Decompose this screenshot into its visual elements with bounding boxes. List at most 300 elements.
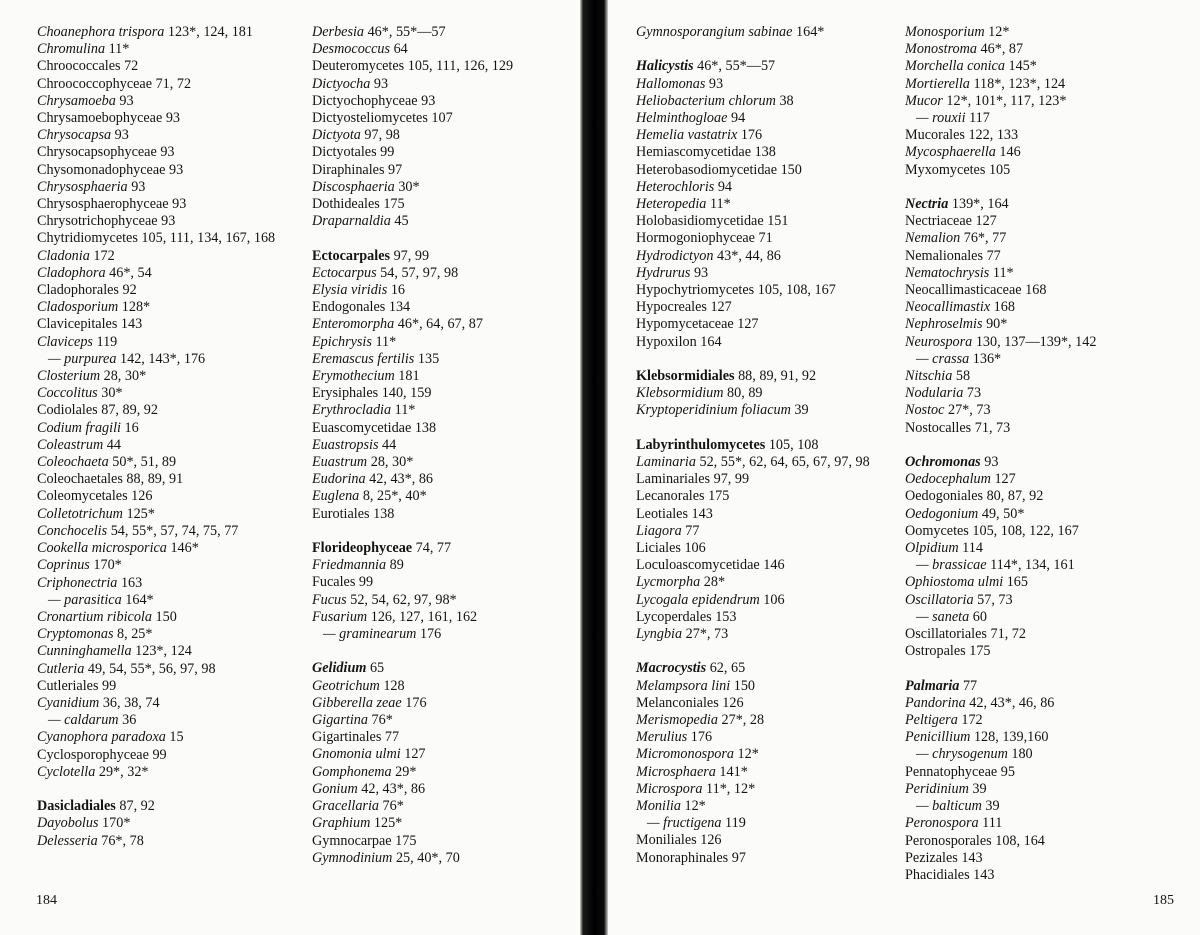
index-entry: [37, 162, 299, 179]
index-entry: [312, 41, 574, 58]
index-entry: [636, 557, 906, 574]
entry-pages: 138: [751, 144, 776, 161]
entry-pages: 38: [775, 92, 794, 109]
index-entry: [905, 523, 1195, 540]
index-entry: [905, 351, 1195, 368]
entry-pages: 16: [387, 282, 406, 299]
entry-pages: 93: [111, 127, 129, 144]
index-entry: [37, 695, 299, 712]
entry-term: Coccolitus: [37, 385, 98, 402]
entry-pages: 93: [705, 75, 724, 92]
entry-pages: 176: [737, 127, 763, 144]
entry-pages: 164*: [792, 24, 825, 40]
index-entry: [636, 764, 906, 781]
entry-term: Liciales: [636, 540, 681, 557]
entry-pages: 136*: [969, 350, 1002, 367]
entry-term: Gigartina: [312, 712, 368, 729]
entry-term: Chysomonadophyceae: [37, 161, 166, 178]
index-entry: [905, 93, 1195, 110]
entry-pages: 180: [1007, 746, 1033, 763]
index-entry: [312, 316, 574, 333]
entry-pages: 39: [790, 402, 809, 419]
entry-term: Cladosporium: [37, 299, 119, 316]
index-entry: [312, 144, 574, 161]
entry-term: Oomycetes: [905, 522, 969, 539]
entry-term: Monilia: [636, 798, 681, 815]
entry-pages: 176: [687, 729, 713, 746]
entry-term: Moniliales: [636, 832, 697, 849]
entry-term: Cutleriales: [37, 677, 99, 694]
entry-pages: 130, 137—139*, 142: [972, 333, 1097, 350]
index-entry: [905, 58, 1195, 75]
entry-pages: 93: [162, 110, 181, 127]
entry-pages: 80, 89: [723, 385, 763, 402]
entry-pages: 127: [733, 316, 759, 333]
entry-term: Cladophorales: [37, 282, 119, 299]
entry-pages: 106: [759, 591, 785, 608]
index-entry: [37, 127, 299, 144]
entry-pages: 12*, 101*, 117, 123*: [942, 92, 1067, 109]
index-entry: [37, 678, 299, 695]
entry-pages: 71, 72: [986, 626, 1026, 643]
entry-pages: 170*: [89, 557, 122, 574]
right-page: [608, 0, 1200, 935]
index-entry: [905, 402, 1195, 419]
index-entry: [905, 299, 1195, 316]
entry-pages: 138: [411, 419, 437, 436]
index-entry: [37, 385, 299, 402]
index-entry: [905, 867, 1195, 884]
entry-term: Peltigera: [905, 712, 958, 729]
index-entry: [905, 506, 1195, 523]
index-entry: [312, 58, 574, 75]
entry-term: Epichrysis: [312, 333, 372, 350]
entry-pages: 92: [118, 282, 137, 299]
index-entry: [312, 540, 574, 557]
entry-term: Nodularia: [905, 385, 964, 402]
entry-pages: 71, 73: [971, 419, 1011, 436]
entry-pages: 139*, 164: [948, 196, 1009, 213]
entry-term: Liagora: [636, 522, 682, 539]
entry-term: Coprinus: [37, 557, 90, 574]
entry-term: Graphium: [312, 815, 371, 832]
entry-pages: 46*, 54: [105, 264, 152, 281]
index-entry: [37, 540, 299, 557]
letter-gap: [37, 781, 299, 798]
entry-pages: 42, 43*, 86: [357, 780, 426, 797]
entry-pages: 77: [681, 522, 700, 539]
index-entry: [37, 506, 299, 523]
index-entry: [37, 747, 299, 764]
entry-pages: 123*, 124: [131, 643, 192, 660]
entry-term: Pezizales: [905, 849, 958, 866]
entry-pages: 60: [969, 608, 987, 625]
entry-pages: 46*, 55*—57: [364, 24, 446, 40]
index-entry: [37, 833, 299, 850]
index-entry: [905, 712, 1195, 729]
entry-pages: 11*: [105, 41, 130, 58]
index-entry: [905, 282, 1195, 299]
entry-pages: 150: [151, 608, 177, 625]
entry-pages: 77: [959, 677, 978, 694]
index-entry: [636, 712, 906, 729]
entry-term: Loculoascomycetidae: [636, 557, 760, 574]
index-entry: [905, 833, 1195, 850]
entry-term: Cutleria: [37, 660, 85, 677]
entry-term: Peridinium: [905, 780, 969, 797]
entry-pages: 126: [127, 488, 153, 505]
entry-term: Enteromorpha: [312, 316, 395, 333]
entry-term: Gelidium: [312, 660, 367, 677]
entry-pages: 42, 43*, 46, 86: [965, 694, 1055, 711]
entry-term: Cyclotella: [37, 763, 96, 780]
index-entry: [905, 592, 1195, 609]
entry-pages: 150: [730, 677, 756, 694]
index-entry: [312, 833, 574, 850]
entry-term: Heterobasodiomycetidae: [636, 161, 778, 178]
entry-pages: 175: [379, 196, 405, 213]
entry-term: Gnomonia ulmi: [312, 746, 401, 763]
entry-term: Leotiales: [636, 505, 688, 522]
entry-pages: 27*, 73: [944, 402, 991, 419]
entry-term: Pandorina: [905, 694, 966, 711]
entry-term: — caldarum: [48, 712, 119, 729]
entry-term: Morchella conica: [905, 58, 1005, 75]
letter-gap: [636, 420, 906, 437]
entry-term: Merulius: [636, 729, 688, 746]
index-entry: [37, 575, 299, 592]
index-entry: [636, 815, 906, 832]
entry-pages: 127: [971, 213, 997, 230]
entry-term: Endogonales: [312, 299, 386, 316]
entry-pages: 76*, 77: [960, 230, 1007, 247]
entry-term: Chrysamoebophyceae: [37, 110, 163, 127]
index-entry: [312, 815, 574, 832]
entry-term: Ophiostoma ulmi: [905, 574, 1004, 591]
index-entry: [905, 230, 1195, 247]
entry-term: Hypoxilon: [636, 333, 697, 350]
entry-pages: 93: [127, 178, 146, 195]
entry-term: Coleochaetales: [37, 471, 123, 488]
entry-term: Geotrichum: [312, 677, 380, 694]
entry-pages: 72: [120, 58, 139, 75]
index-entry: [312, 127, 574, 144]
entry-pages: 87, 92: [115, 798, 155, 815]
index-entry: [636, 437, 906, 454]
page-number-right: 185: [1153, 893, 1174, 908]
entry-pages: 93: [980, 454, 999, 471]
entry-pages: 105, 111, 134, 167, 168: [137, 230, 276, 247]
entry-pages: 12*: [984, 24, 1010, 40]
entry-term: Erysiphales: [312, 385, 379, 402]
entry-pages: 142, 143*, 176: [116, 350, 206, 367]
entry-pages: 175: [391, 832, 417, 849]
entry-term: — crassa: [916, 350, 970, 367]
index-entry: [636, 850, 906, 867]
entry-term: Chrysocapsophyceae: [37, 144, 157, 161]
entry-pages: 11*: [706, 196, 731, 213]
entry-pages: 39: [968, 780, 987, 797]
index-entry: [636, 368, 906, 385]
entry-term: Coleastrum: [37, 436, 104, 453]
entry-term: Claviceps: [37, 333, 93, 350]
entry-pages: 58: [952, 368, 971, 385]
entry-term: Dictyocha: [312, 75, 371, 92]
entry-term: Ectocarpales: [312, 247, 391, 264]
index-entry: [312, 557, 574, 574]
entry-term: Chrysamoeba: [37, 92, 116, 109]
index-entry: [636, 471, 906, 488]
index-entry: [905, 265, 1195, 282]
index-entry: [312, 781, 574, 798]
entry-pages: 97, 99: [390, 247, 430, 264]
index-entry: [636, 127, 906, 144]
index-entry: [312, 850, 574, 867]
entry-pages: 65: [366, 660, 385, 677]
entry-pages: 30*: [394, 178, 420, 195]
index-entry: [636, 781, 906, 798]
letter-gap: [312, 523, 574, 540]
index-entry: [636, 230, 906, 247]
entry-term: Kryptoperidinium foliacum: [636, 402, 791, 419]
entry-pages: 76*: [367, 712, 393, 729]
entry-pages: 105, 111, 126, 129: [404, 58, 514, 75]
index-entry: [312, 402, 574, 419]
entry-term: Nemalion: [905, 230, 961, 247]
entry-term: Hemiascomycetidae: [636, 144, 752, 161]
entry-pages: 54, 55*, 57, 74, 75, 77: [107, 522, 239, 539]
index-entry: [636, 24, 906, 41]
entry-pages: 138: [369, 505, 395, 522]
entry-term: Labyrinthulomycetes: [636, 436, 766, 453]
entry-term: Euastropsis: [312, 436, 379, 453]
entry-pages: 143: [969, 866, 995, 883]
index-column-3: [636, 24, 906, 867]
index-entry: [905, 24, 1195, 41]
entry-pages: 111: [978, 815, 1003, 832]
entry-term: Dictyochophyceae: [312, 92, 418, 109]
index-entry: [37, 41, 299, 58]
index-entry: [905, 850, 1195, 867]
index-entry: [905, 385, 1195, 402]
entry-term: Oedocephalum: [905, 471, 991, 488]
entry-pages: 93: [157, 213, 176, 230]
index-entry: [312, 196, 574, 213]
entry-term: Neocallimastix: [905, 299, 991, 316]
entry-pages: 94: [727, 110, 746, 126]
entry-term: Monoraphinales: [636, 849, 729, 866]
entry-term: — chrysogenum: [916, 746, 1008, 763]
entry-pages: 117: [965, 110, 990, 127]
entry-pages: 145*: [1004, 58, 1037, 75]
index-entry: [636, 746, 906, 763]
entry-pages: 49, 54, 55*, 56, 97, 98: [84, 660, 216, 677]
entry-pages: 93: [115, 92, 134, 109]
entry-term: Dothideales: [312, 196, 380, 213]
entry-term: Cookella microsporica: [37, 540, 167, 557]
entry-term: Gonium: [312, 780, 358, 797]
index-entry: [905, 746, 1195, 763]
entry-pages: 150: [777, 161, 802, 178]
entry-term: Nectria: [905, 196, 949, 213]
index-entry: [905, 368, 1195, 385]
entry-pages: 89: [386, 557, 404, 574]
entry-pages: 151: [763, 213, 789, 230]
entry-term: Heteropedia: [636, 196, 707, 213]
index-entry: [905, 678, 1195, 695]
index-entry: [636, 265, 906, 282]
entry-term: Neurospora: [905, 333, 973, 350]
index-entry: [905, 626, 1195, 643]
index-entry: [37, 815, 299, 832]
index-entry: [37, 351, 299, 368]
index-entry: [905, 162, 1195, 179]
index-entry: [37, 712, 299, 729]
index-entry: [37, 661, 299, 678]
entry-pages: 170*: [98, 815, 131, 832]
index-entry: [636, 695, 906, 712]
entry-pages: 141*: [715, 763, 748, 780]
entry-term: Holobasidiomycetidae: [636, 213, 764, 230]
index-column-4: [905, 24, 1195, 884]
index-entry: [37, 110, 299, 127]
index-entry: [312, 334, 574, 351]
entry-term: Gibberella zeae: [312, 694, 402, 711]
entry-pages: 106: [680, 540, 706, 557]
entry-term: Diraphinales: [312, 161, 385, 178]
index-entry: [905, 454, 1195, 471]
entry-term: Eurotiales: [312, 505, 370, 522]
entry-term: Neocallimasticaceae: [905, 282, 1022, 299]
entry-pages: 135: [414, 350, 440, 367]
entry-pages: 128: [379, 677, 405, 694]
entry-term: Hypocreales: [636, 299, 707, 316]
index-entry: [37, 265, 299, 282]
index-entry: [905, 781, 1195, 798]
entry-term: Hormogoniophyceae: [636, 230, 755, 247]
entry-pages: 95: [997, 763, 1015, 780]
entry-term: Chroococcales: [37, 58, 121, 75]
entry-pages: 39: [981, 798, 1000, 815]
entry-term: Hypochytriomycetes: [636, 282, 755, 299]
index-entry: [905, 695, 1195, 712]
entry-pages: 125*: [122, 505, 155, 522]
index-entry: [312, 471, 574, 488]
entry-term: Dayobolus: [37, 815, 99, 832]
entry-pages: 45: [390, 213, 409, 230]
entry-pages: 105: [985, 161, 1011, 178]
entry-pages: 119: [92, 333, 118, 350]
index-entry: [636, 248, 906, 265]
index-entry: [312, 764, 574, 781]
index-entry: [37, 196, 299, 213]
index-entry: [37, 144, 299, 161]
entry-term: Ochromonas: [905, 454, 981, 471]
entry-term: Deuteromycetes: [312, 58, 405, 75]
entry-pages: 105, 108, 122, 167: [968, 522, 1079, 539]
index-entry: [37, 609, 299, 626]
entry-pages: 50*, 51, 89: [108, 454, 177, 471]
entry-term: Florideophyceae: [312, 540, 413, 557]
entry-term: Hydrodictyon: [636, 247, 714, 264]
index-entry: [636, 299, 906, 316]
entry-term: Microspora: [636, 780, 703, 797]
index-entry: [636, 162, 906, 179]
letter-gap: [905, 437, 1195, 454]
entry-pages: 140, 159: [378, 385, 432, 402]
entry-term: Chromulina: [37, 41, 106, 58]
index-entry: [37, 437, 299, 454]
entry-term: — fructigena: [647, 815, 722, 832]
index-entry: [905, 76, 1195, 93]
index-entry: [312, 110, 574, 127]
index-column-1: [37, 24, 299, 850]
index-entry: [636, 506, 906, 523]
entry-term: Phacidiales: [905, 866, 970, 883]
entry-pages: 27*, 28: [717, 712, 765, 729]
index-entry: [37, 471, 299, 488]
entry-pages: 93: [690, 264, 709, 281]
entry-term: Melampsora lini: [636, 677, 731, 694]
entry-pages: 87, 89, 92: [97, 402, 158, 419]
entry-pages: 175: [704, 488, 730, 505]
entry-pages: 11*: [989, 264, 1014, 281]
index-entry: [636, 540, 906, 557]
entry-term: Chytridiomycetes: [37, 230, 138, 247]
index-entry: [37, 213, 299, 230]
index-entry: [312, 798, 574, 815]
entry-term: Cladonia: [37, 247, 90, 264]
entry-pages: 99: [376, 144, 395, 161]
entry-term: Codiolales: [37, 402, 98, 419]
entry-term: Laminaria: [636, 454, 696, 471]
entry-term: — saneta: [916, 608, 970, 625]
index-entry: [37, 24, 299, 41]
entry-term: Penicillium: [905, 729, 971, 746]
index-entry: [636, 660, 906, 677]
entry-term: Draparnaldia: [312, 213, 391, 230]
index-entry: [905, 144, 1195, 161]
entry-pages: 8, 25*: [113, 626, 153, 643]
entry-pages: 28, 30*: [367, 454, 414, 471]
index-entry: [905, 574, 1195, 591]
entry-pages: 42, 43*, 86: [365, 471, 433, 488]
entry-pages: 97: [728, 849, 746, 866]
index-entry: [37, 368, 299, 385]
entry-pages: 8, 25*, 40*: [359, 488, 427, 505]
index-entry: [905, 316, 1195, 333]
entry-pages: 125*: [370, 815, 403, 832]
entry-pages: 122, 133: [964, 127, 1019, 144]
entry-term: Euascomycetidae: [312, 419, 412, 436]
entry-term: Coleochaeta: [37, 454, 109, 471]
entry-pages: 114*, 134, 161: [986, 557, 1075, 574]
entry-term: Eudorina: [312, 471, 366, 488]
entry-pages: 36: [118, 712, 137, 729]
entry-term: — rouxii: [916, 110, 966, 127]
entry-pages: 29*: [391, 763, 417, 780]
entry-pages: 164*: [121, 591, 154, 608]
entry-pages: 163: [117, 574, 143, 591]
entry-term: Palmaria: [905, 677, 960, 694]
entry-term: Fucales: [312, 574, 356, 591]
letter-gap: [636, 643, 906, 660]
entry-term: Cryptomonas: [37, 626, 114, 643]
entry-term: Dasicladiales: [37, 798, 116, 815]
entry-pages: 128*: [118, 299, 151, 316]
index-entry: [905, 557, 1195, 574]
index-entry: [37, 334, 299, 351]
